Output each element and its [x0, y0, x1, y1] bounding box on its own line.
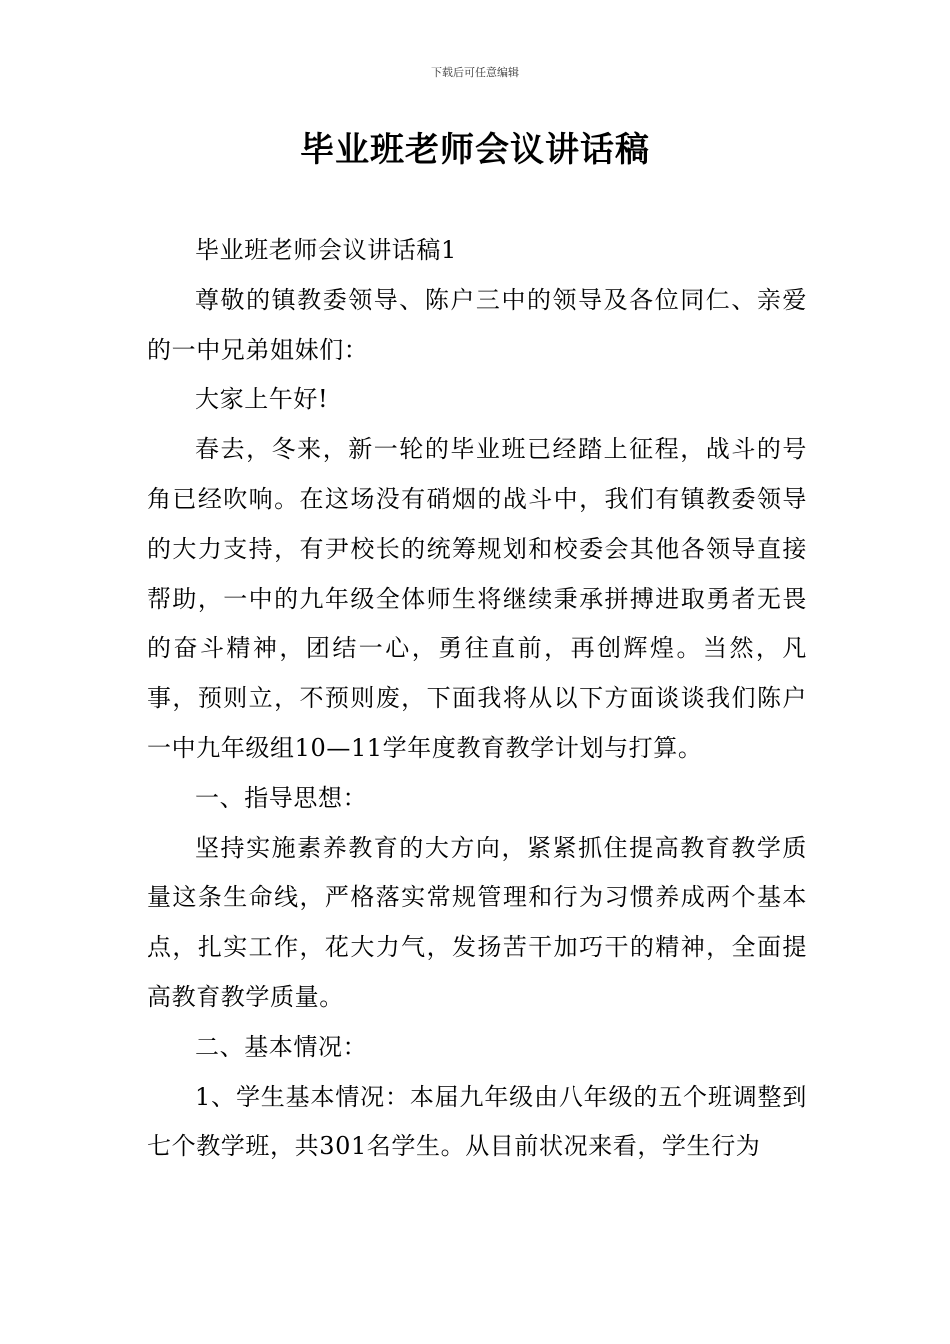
section-heading-guiding-ideology: 一、指导思想： [195, 783, 368, 812]
document-body [147, 226, 807, 1172]
paragraph-student-situation: 1、学生基本情况：本届九年级由八年级的五个班调整到七个教学班，共301名学生。从目前状况来看，学生行为 [147, 1082, 807, 1161]
section-heading-basic-situation: 二、基本情况： [195, 1032, 368, 1061]
paragraph-introduction: 春去，冬来，新一轮的毕业班已经踏上征程，战斗的号角已经吹响。在这场没有硝烟的战斗中，我们有镇教委领导的大力支持，有尹校长的统筹规划和校委会其他各领导直接帮助，一中的九年级全体师生将继续秉承拼搏进取勇者无畏的奋斗精神，团结一心，勇往直前，再创辉煌。当然，凡事，预则立，不预则废，下面我将从以下方面谈谈我们陈户一中九年级组10—11学年度教育教学计划与打算。 [147, 435, 807, 762]
paragraph-salutation: 尊敬的镇教委领导、陈户三中的领导及各位同仁、亲爱的一中兄弟姐妹们： [147, 285, 807, 364]
paragraph-heading: 毕业班老师会议讲话稿1 [195, 236, 457, 264]
header-note: 下载后可任意编辑 [431, 66, 519, 79]
paragraph-greeting: 大家上午好! [195, 385, 329, 414]
paragraph-guiding-ideology: 坚持实施素养教育的大方向，紧紧抓住提高教育教学质量这条生命线，严格落实常规管理和行为习惯养成两个基本点，扎实工作，花大力气，发扬苦干加巧干的精神，全面提高教育教学质量。 [147, 833, 807, 1011]
document-title: 毕业班老师会议讲话稿 [300, 130, 650, 170]
